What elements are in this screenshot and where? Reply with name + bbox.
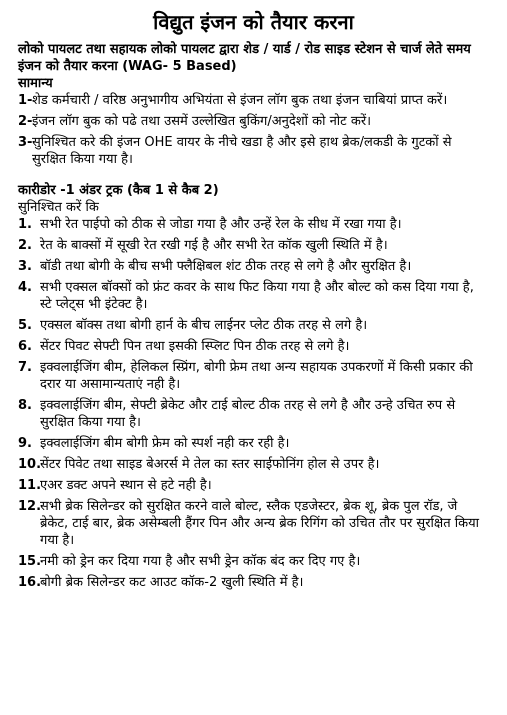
item-number: 3- xyxy=(18,135,33,150)
item-number: 9. xyxy=(18,436,32,451)
item-text: इक्वलाईजिंग बीम, हेलिकल स्प्रिंग, बोगी फ्रेम तथा अन्य सहायक उपकरणों में किसी प्रकार की दरार या असामान्यताएं नही है। xyxy=(40,360,473,392)
general-heading: सामान्य xyxy=(18,76,53,91)
item-number: 6. xyxy=(18,339,32,354)
item-number: 12. xyxy=(18,499,42,514)
item-text: सुनिश्चित करे की इंजन OHE वायर के नीचे खडा है और इसे हाथ ब्रेक/लकडी के गुटकों से सुरक्षित किया गया है। xyxy=(32,135,452,167)
list-item xyxy=(18,498,489,549)
item-number: 11. xyxy=(18,478,42,493)
list-item xyxy=(18,113,489,130)
corridor-list xyxy=(18,216,489,591)
list-item xyxy=(18,359,489,393)
item-text: इक्वलाईजिंग बीम बोगी फ्रेम को स्पर्श नही कर रही है। xyxy=(40,436,290,451)
item-text: सभी ब्रेक सिलेन्डर को सुरक्षित करने वाले बोल्ट, स्लैक एडजेस्टर, ब्रेक शू, ब्रेक पुल रॉड, जे ब्रेकेट, टाई बार, ब्रेक असेम्बली हैंगर पिन और अन्य ब्रेक रिगिंग को उचित तौर पर सुरक्षित किया गया है। xyxy=(40,499,479,548)
item-text: बोगी ब्रेक सिलेन्डर कट आउट कॉक-2 खुली स्थिति में है। xyxy=(40,575,304,590)
item-number: 8. xyxy=(18,398,32,413)
list-item xyxy=(18,456,489,473)
item-number: 2. xyxy=(18,238,32,253)
item-text: एक्सल बॉक्स तथा बोगी हार्न के बीच लाईनर प्लेट ठीक तरह से लगे है। xyxy=(40,318,368,333)
item-number: 1- xyxy=(18,93,33,108)
page-title: विद्युत इंजन को तैयार करना xyxy=(153,10,354,34)
item-text: शेड कर्मचारी / वरिष्ठ अनुभागीय अभियंता से इंजन लॉग बुक तथा इंजन चाबियां प्राप्त करें। xyxy=(32,93,448,108)
item-number: 15. xyxy=(18,554,42,569)
item-number: 2- xyxy=(18,114,33,129)
general-list xyxy=(18,92,489,168)
list-item xyxy=(18,435,489,452)
list-item xyxy=(18,477,489,494)
list-item xyxy=(18,258,489,275)
list-item xyxy=(18,317,489,334)
item-number: 1. xyxy=(18,217,32,232)
list-item xyxy=(18,216,489,233)
item-number: 7. xyxy=(18,360,32,375)
item-number: 16. xyxy=(18,575,42,590)
item-text: सेंटर पिवट सेफ्टी पिन तथा इसकी स्प्लिट पिन ठीक तरह से लगे है। xyxy=(40,339,350,354)
list-item xyxy=(18,92,489,109)
item-text: रेत के बाक्सों में सूखी रेत रखी गई है और सभी रेत कॉक खुली स्थिति में है। xyxy=(40,238,388,253)
list-item xyxy=(18,237,489,254)
intro-heading: लोको पायलट तथा सहायक लोको पायलट द्वारा शेड / यार्ड / रोड साइड स्टेशन से चार्ज लेते समय इंजन को तैयार करना (WAG- 5 Based) xyxy=(18,42,471,74)
list-item xyxy=(18,553,489,570)
item-text: इंजन लॉग बुक को पढे तथा उसमें उल्लेखित बुकिंग/अनुदेशों को नोट करें। xyxy=(32,114,372,129)
list-item xyxy=(18,574,489,591)
corridor-subheading: सुनिश्चित करें कि xyxy=(18,200,99,215)
item-text: सभी एक्सल बॉक्सों को फ्रंट कवर के साथ फिट किया गया है और बोल्ट को कस दिया गया है, स्टे प्लेट्स भी इंटेक्ट है। xyxy=(40,280,474,312)
corridor-heading: कारीडोर -1 अंडर ट्रक (कैब 1 से कैब 2) xyxy=(18,183,219,198)
item-text: सभी रेत पाईपो को ठीक से जोडा गया है और उन्हें रेल के सीध में रखा गया है। xyxy=(40,217,402,232)
list-item xyxy=(18,338,489,355)
item-text: नमी को ड्रेन कर दिया गया है और सभी ड्रेन कॉक बंद कर दिए गए है। xyxy=(40,554,361,569)
list-item xyxy=(18,134,489,168)
item-number: 4. xyxy=(18,280,32,295)
item-number: 10. xyxy=(18,457,42,472)
item-text: इक्वलाईजिंग बीम, सेफ्टी ब्रेकेट और टाई बोल्ट ठीक तरह से लगे है और उन्हे उचित रुप से सुरक्षित किया गया है। xyxy=(40,398,456,430)
list-item xyxy=(18,397,489,431)
item-number: 5. xyxy=(18,318,32,333)
item-text: सेंटर पिवेट तथा साइड बेअरर्स मे तेल का स्तर साईफोनिंग होल से उपर है। xyxy=(40,457,380,472)
list-item xyxy=(18,279,489,313)
item-text: एअर डक्ट अपने स्थान से हटे नही है। xyxy=(40,478,212,493)
item-text: बॉडी तथा बोगी के बीच सभी फ्लैक्षिबल शंट ठीक तरह से लगे है और सुरक्षित है। xyxy=(40,259,412,274)
item-number: 3. xyxy=(18,259,32,274)
